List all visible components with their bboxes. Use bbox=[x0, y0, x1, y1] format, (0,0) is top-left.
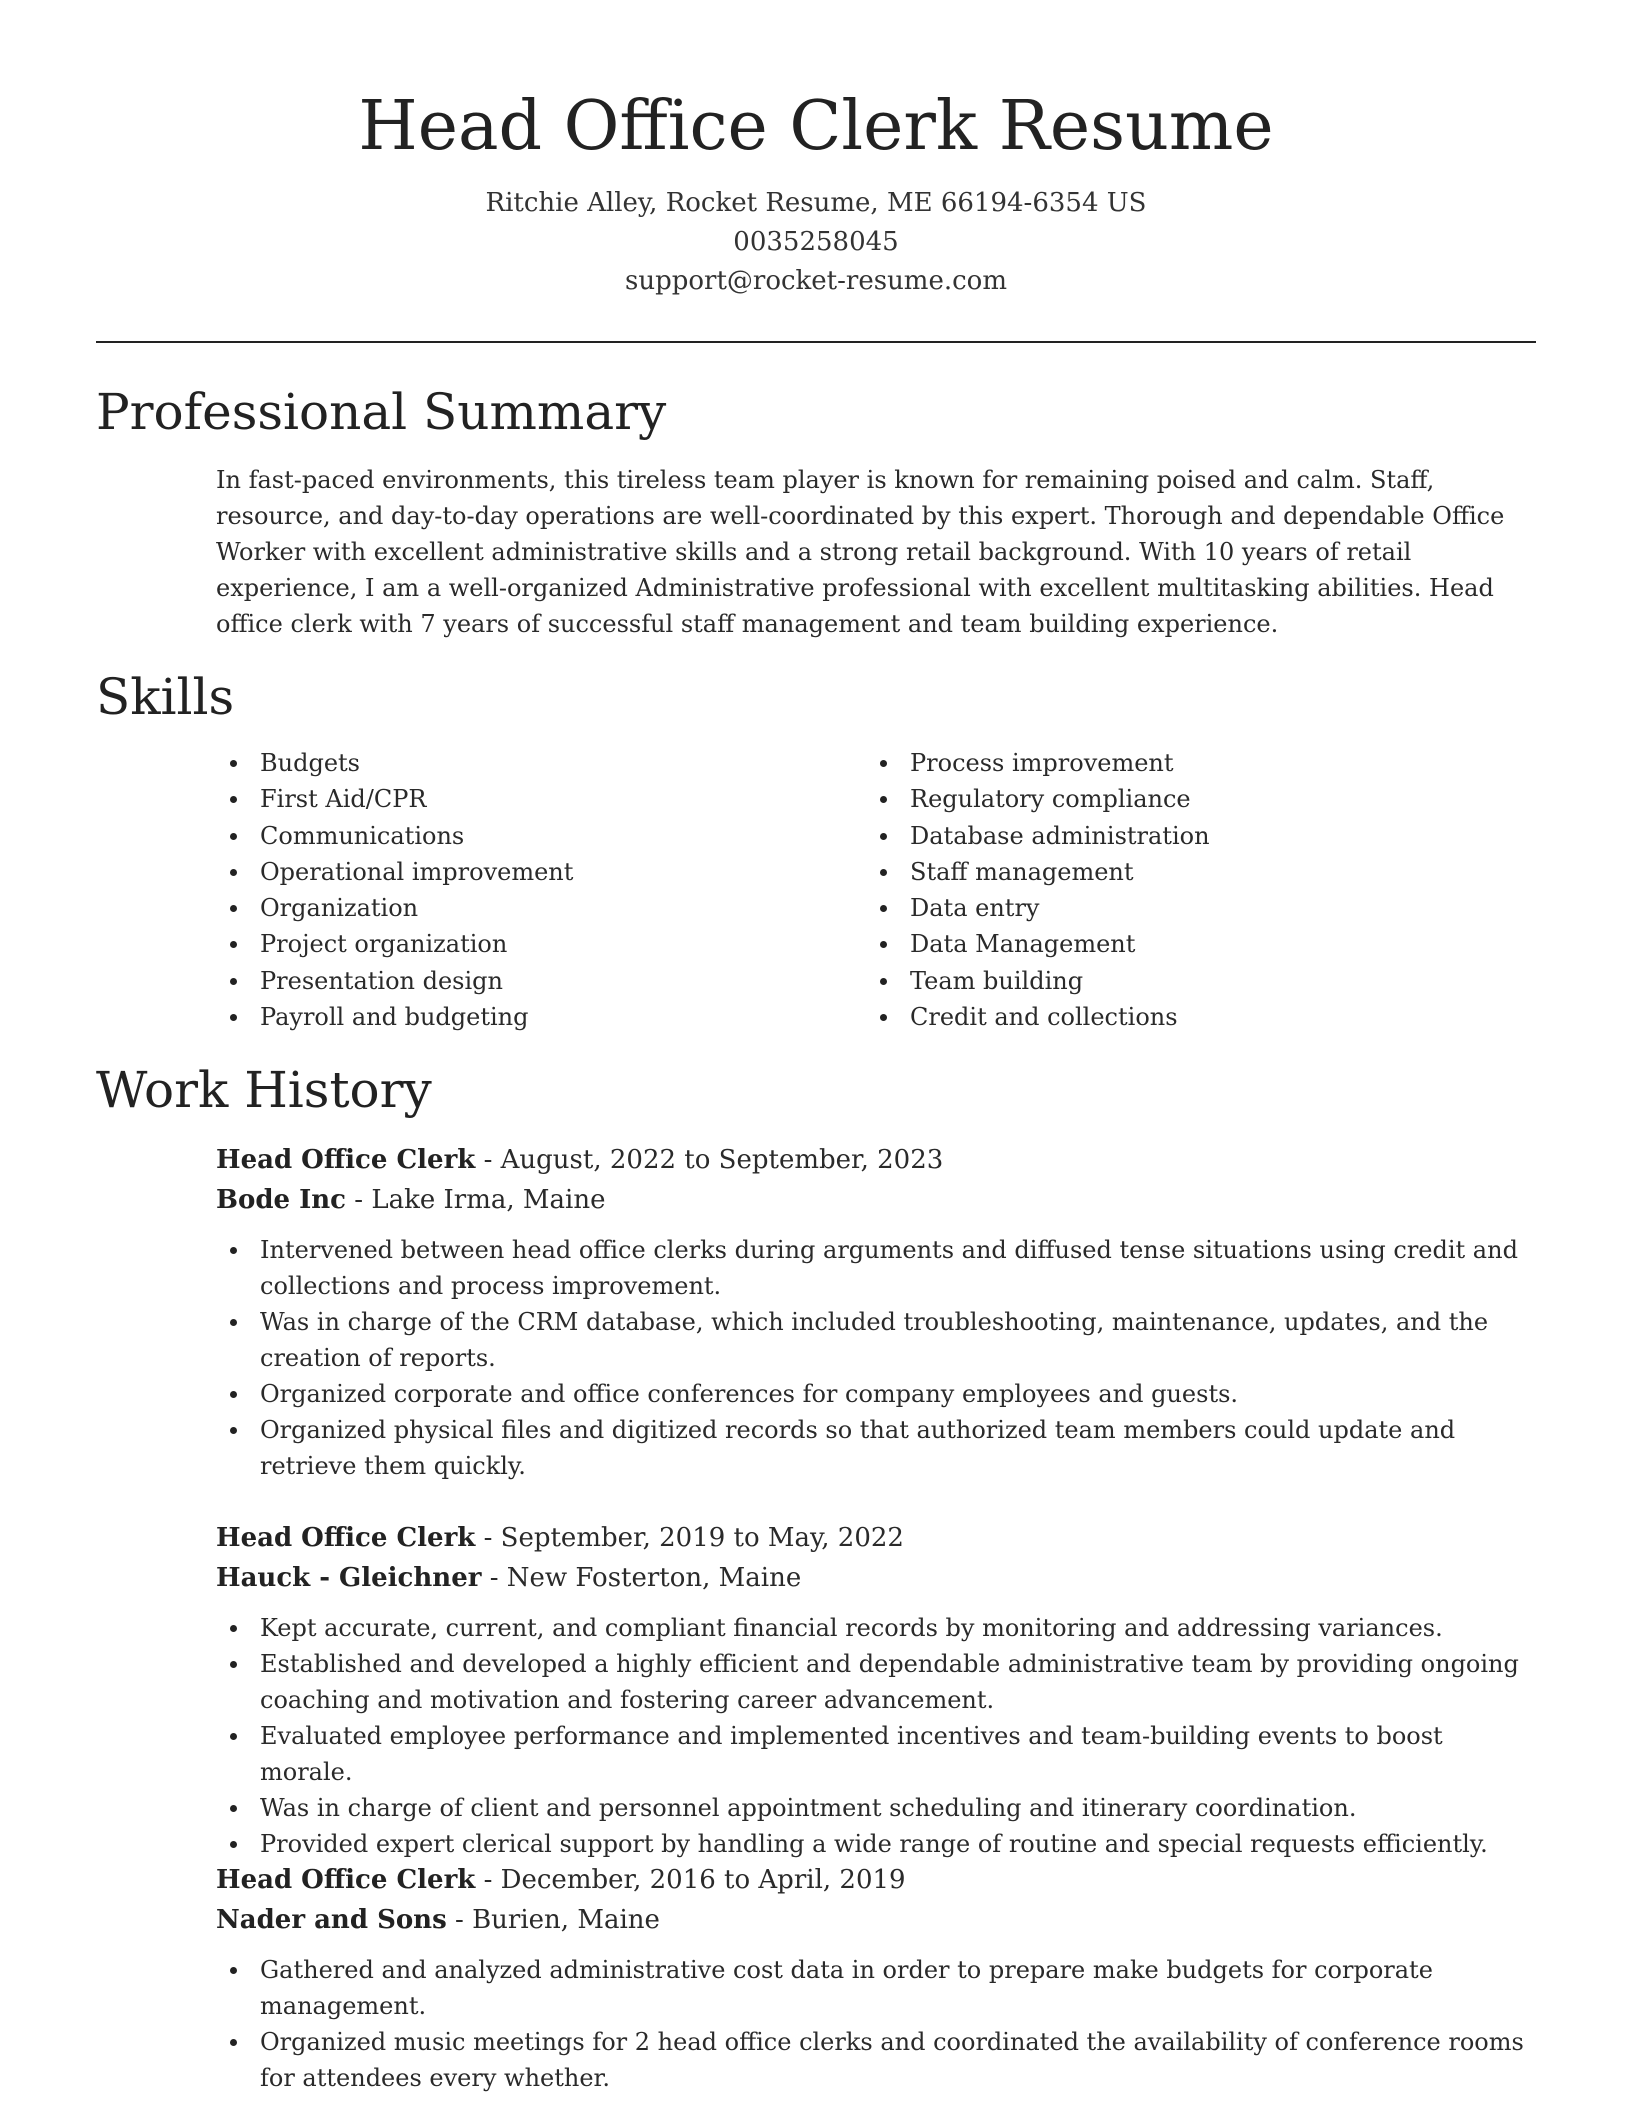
job-title: Head Office Clerk bbox=[216, 1145, 476, 1175]
skill-item: Data Management bbox=[866, 926, 1210, 962]
skill-item: Communications bbox=[216, 818, 573, 854]
job-title-line bbox=[216, 1140, 1536, 1180]
skill-item: Regulatory compliance bbox=[866, 781, 1210, 817]
job-bullet: Organized physical files and digitized records so that authorized team members could update and retrieve them quickly. bbox=[216, 1412, 1536, 1484]
summary-text: In fast-paced environments, this tireless team player is known for remaining poised and calm. Staff, resource, and day-to-day operations are well-coordinated by this expert. Thorough and dependable Office Worker with excellent administrative skills and a strong retail background. With 10 years of retail experience, I am a well-organized Administrative professional with excellent multitasking abilities. Head office clerk with 7 years of successful staff management and team building experience. bbox=[216, 466, 1505, 638]
job-bullet: Evaluated employee performance and implemented incentives and team-building events to boost morale. bbox=[216, 1718, 1536, 1790]
skill-item: Project organization bbox=[216, 926, 573, 962]
job-company-line bbox=[216, 1180, 1536, 1220]
job-location: Burien, Maine bbox=[472, 1905, 660, 1935]
skills-list-left bbox=[216, 745, 573, 1035]
work-history-heading: Work History bbox=[96, 1061, 432, 1119]
job-company-line bbox=[216, 1558, 1536, 1598]
job-bullet: Organized music meetings for 2 head office clerks and coordinated the availability of conference rooms for attendees every whether. bbox=[216, 2024, 1536, 2096]
skill-item: Staff management bbox=[866, 854, 1210, 890]
skill-item: Presentation design bbox=[216, 963, 573, 999]
job-entry bbox=[216, 1140, 1536, 1484]
job-company: Bode Inc bbox=[216, 1185, 346, 1215]
job-company: Nader and Sons bbox=[216, 1905, 447, 1935]
job-title: Head Office Clerk bbox=[216, 1865, 476, 1895]
job-title: Head Office Clerk bbox=[216, 1523, 476, 1553]
job-dates: September, 2019 to May, 2022 bbox=[500, 1523, 904, 1553]
skill-item: Organization bbox=[216, 890, 573, 926]
resume-title: Head Office Clerk Resume bbox=[358, 87, 1274, 166]
job-company-line bbox=[216, 1900, 1536, 1940]
contact-phone: 0035258045 bbox=[733, 227, 899, 257]
job-bullet: Intervened between head office clerks during arguments and diffused tense situations using credit and collections and process improvement. bbox=[216, 1232, 1536, 1304]
separator: - bbox=[475, 1145, 501, 1175]
job-entry bbox=[216, 1860, 1536, 2096]
job-bullet: Gathered and analyzed administrative cost data in order to prepare make budgets for corporate management. bbox=[216, 1952, 1536, 2024]
contact-email: support@rocket-resume.com bbox=[624, 266, 1007, 296]
job-bullet-list bbox=[216, 1610, 1536, 1862]
skills-list-right bbox=[866, 745, 1210, 1035]
skill-item: Process improvement bbox=[866, 745, 1210, 781]
separator: - bbox=[346, 1185, 372, 1215]
resume-header bbox=[0, 0, 1632, 301]
job-entry bbox=[216, 1518, 1536, 1862]
summary-heading: Professional Summary bbox=[96, 383, 667, 441]
job-title-line bbox=[216, 1860, 1536, 1900]
separator: - bbox=[446, 1905, 473, 1935]
job-dates: December, 2016 to April, 2019 bbox=[500, 1865, 906, 1895]
job-bullet: Organized corporate and office conferences for company employees and guests. bbox=[216, 1376, 1536, 1412]
skill-item: Credit and collections bbox=[866, 999, 1210, 1035]
job-bullet-list bbox=[216, 1232, 1536, 1484]
skill-item: Budgets bbox=[216, 745, 573, 781]
job-company: Hauck - Gleichner bbox=[216, 1563, 482, 1593]
skill-item: Data entry bbox=[866, 890, 1210, 926]
separator: - bbox=[475, 1523, 501, 1553]
header-divider bbox=[96, 341, 1536, 343]
job-title-line bbox=[216, 1518, 1536, 1558]
job-bullet: Established and developed a highly efficient and dependable administrative team by providing ongoing coaching and motivation and fostering career advancement. bbox=[216, 1646, 1536, 1718]
skill-item: Team building bbox=[866, 963, 1210, 999]
job-location: New Fosterton, Maine bbox=[506, 1563, 802, 1593]
job-dates: August, 2022 to September, 2023 bbox=[500, 1145, 944, 1175]
skills-heading: Skills bbox=[96, 668, 235, 726]
job-bullet: Was in charge of client and personnel appointment scheduling and itinerary coordination. bbox=[216, 1790, 1536, 1826]
separator: - bbox=[475, 1865, 501, 1895]
job-bullet: Provided expert clerical support by handling a wide range of routine and special requests efficiently. bbox=[216, 1826, 1536, 1862]
job-bullet: Kept accurate, current, and compliant financial records by monitoring and addressing variances. bbox=[216, 1610, 1536, 1646]
job-bullet: Was in charge of the CRM database, which included troubleshooting, maintenance, updates, and the creation of reports. bbox=[216, 1304, 1536, 1376]
contact-address: Ritchie Alley, Rocket Resume, ME 66194-6354 US bbox=[485, 188, 1147, 218]
skill-item: First Aid/CPR bbox=[216, 781, 573, 817]
contact-info bbox=[0, 184, 1632, 301]
separator: - bbox=[481, 1563, 507, 1593]
skill-item: Operational improvement bbox=[216, 854, 573, 890]
job-location: Lake Irma, Maine bbox=[371, 1185, 606, 1215]
skill-item: Database administration bbox=[866, 818, 1210, 854]
skill-item: Payroll and budgeting bbox=[216, 999, 573, 1035]
job-bullet-list bbox=[216, 1952, 1536, 2096]
